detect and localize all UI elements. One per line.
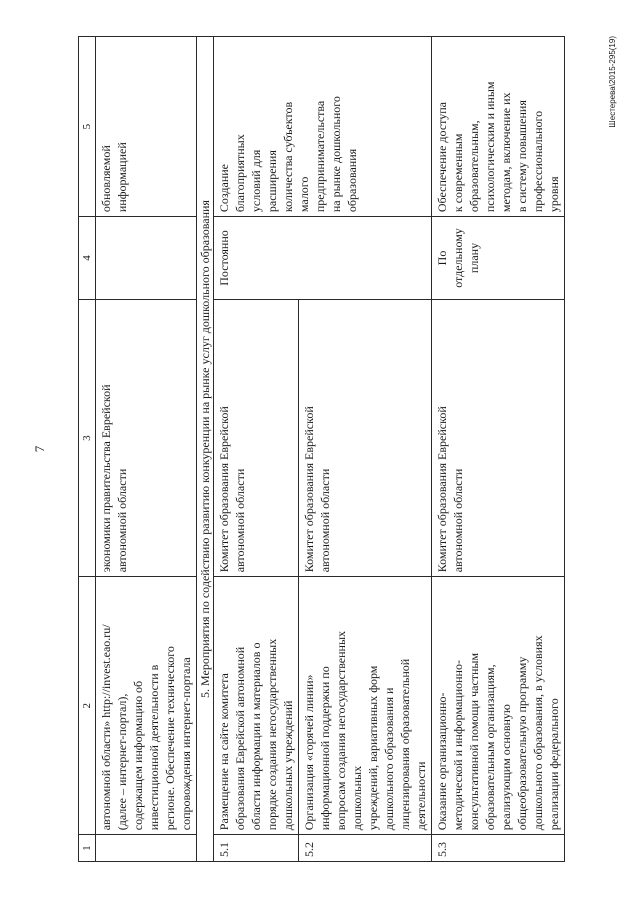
cell-text-line: образовательным организациям, <box>483 664 497 831</box>
header-col-5: 5 <box>79 37 96 217</box>
cell-text-line: деятельности <box>414 761 428 831</box>
cell-text-line: образовательным, <box>467 120 481 213</box>
cell-text-line: По <box>435 250 449 266</box>
cell-text-line: автономной области» http://invest.eao.ru/ <box>99 624 113 831</box>
cell-result <box>214 37 432 217</box>
cell-result <box>432 37 565 217</box>
cell-deadline <box>432 217 565 300</box>
cell-text-line: содержащем информацию об <box>131 680 145 831</box>
cell-deadline <box>214 217 432 300</box>
cell-text-line: автономной области <box>233 468 247 573</box>
cell-text-line: методам, включение их <box>499 92 513 213</box>
cell-text-line: обновляемой <box>99 145 113 213</box>
cell-measure <box>214 577 299 835</box>
cell-text-line: Создание <box>217 163 231 213</box>
cell-executor <box>96 299 197 576</box>
header-col-4: 4 <box>79 217 96 300</box>
cell-text-line: образования Еврейской автономной <box>233 646 247 831</box>
cell-executor <box>299 299 432 576</box>
cell-text-line: дошкольного образования и <box>382 687 396 831</box>
cell-text-line: образования <box>345 148 359 213</box>
cell-text-line: дошкольного образования, в условиях <box>531 635 545 831</box>
cell-text-line: инвестиционной деятельности в <box>147 664 161 831</box>
cell-measure <box>432 577 565 835</box>
cell-text-line: Комитет образования Еврейской <box>435 406 449 573</box>
table-row-continued <box>96 37 197 862</box>
cell-text-line: плану <box>467 242 481 274</box>
rotated-page <box>32 36 617 862</box>
cell-text-line: порядке создания негосударственных <box>265 638 279 831</box>
cell-text-line: учреждений, вариативных форм <box>366 665 380 831</box>
cell-text-line: профессионального <box>531 110 545 213</box>
header-col-2: 2 <box>79 577 96 835</box>
page-number: 7 <box>32 445 47 453</box>
cell-text-line: сопровождения интернет-портала <box>179 657 193 831</box>
cell-text-line: Размещение на сайте комитета <box>217 673 231 831</box>
cell-text-line: экономики правительства Еврейской <box>99 384 113 573</box>
section-5-row <box>197 37 214 862</box>
cell-text-line: консультативной помощи частным <box>467 652 481 831</box>
cell-text-line: к современным <box>451 133 465 213</box>
document-footer-code: Шестерева\2015-295(19) <box>608 36 617 128</box>
cell-executor <box>432 299 565 576</box>
cell-text-line: общеобразовательную программу <box>515 656 529 831</box>
row-number: 5.2 <box>299 835 432 862</box>
cell-text-line: информацией <box>115 142 129 213</box>
cell-text-line: области информации и материалов о <box>249 642 263 831</box>
cell-text-line: Комитет образования Еврейской <box>217 406 231 573</box>
cell-text-line: в систему повышения <box>515 100 529 213</box>
row-number: 5.3 <box>432 835 565 862</box>
table-row <box>214 37 299 862</box>
cell-text-line: Постоянно <box>217 230 231 286</box>
cell-deadline <box>96 217 197 300</box>
cell-text-line: благоприятных <box>233 134 247 213</box>
cell-text-line: условий для <box>249 149 263 213</box>
cell-text-line: реализации федерального <box>547 698 561 831</box>
cell-text-line: Оказание организационно- <box>435 692 449 831</box>
cell-measure <box>96 577 197 835</box>
cell-text-line: методической и информационно- <box>451 660 465 831</box>
cell-text-line: отдельному <box>451 228 465 288</box>
measures-table <box>78 36 565 862</box>
cell-measure <box>299 577 432 835</box>
cell-text-line: Обеспечение доступа <box>435 102 449 213</box>
cell-result <box>96 37 197 217</box>
cell-text-line: дошкольных <box>350 765 364 831</box>
cell-text-line: информационной поддержки по <box>318 666 332 831</box>
cell-text-line: расширения <box>265 150 279 213</box>
table-header-row <box>79 37 96 862</box>
cell-text-line: лицензирования образовательной <box>398 658 412 831</box>
header-col-1: 1 <box>79 835 96 862</box>
cell-text-line: автономной области <box>451 468 465 573</box>
row-number: 5.1 <box>214 835 299 862</box>
cell-text-line: предпринимательства <box>313 100 327 213</box>
cell-text-line: автономной области <box>115 468 129 573</box>
table-row <box>432 37 565 862</box>
cell-text-line: реализующим основную <box>499 704 513 831</box>
cell-text-line: автономной области <box>318 468 332 573</box>
cell-text-line: на рынке дошкольного <box>329 96 343 213</box>
cell-text-line: дошкольных учреждений <box>281 700 295 831</box>
cell-text-line: (далее – интернет-портал), <box>115 693 129 831</box>
cell-num <box>96 835 197 862</box>
cell-text-line: малого <box>297 176 311 213</box>
cell-text-line: Организация «горячей линии» <box>302 674 316 831</box>
cell-text-line: уровня <box>547 176 561 213</box>
cell-executor <box>214 299 299 576</box>
cell-text-line: психологическим и иным <box>483 81 497 213</box>
cell-text-line: вопросам создания негосударственных <box>334 630 348 831</box>
cell-text-line: количества субъектов <box>281 101 295 213</box>
cell-text-line: регионе. Обеспечение технического <box>163 646 177 831</box>
cell-text-line: Комитет образования Еврейской <box>302 406 316 573</box>
section-5-title: 5. Мероприятия по содействию развитию конкуренции на рынке услуг дошкольного образования <box>197 37 214 862</box>
header-col-3: 3 <box>79 299 96 576</box>
